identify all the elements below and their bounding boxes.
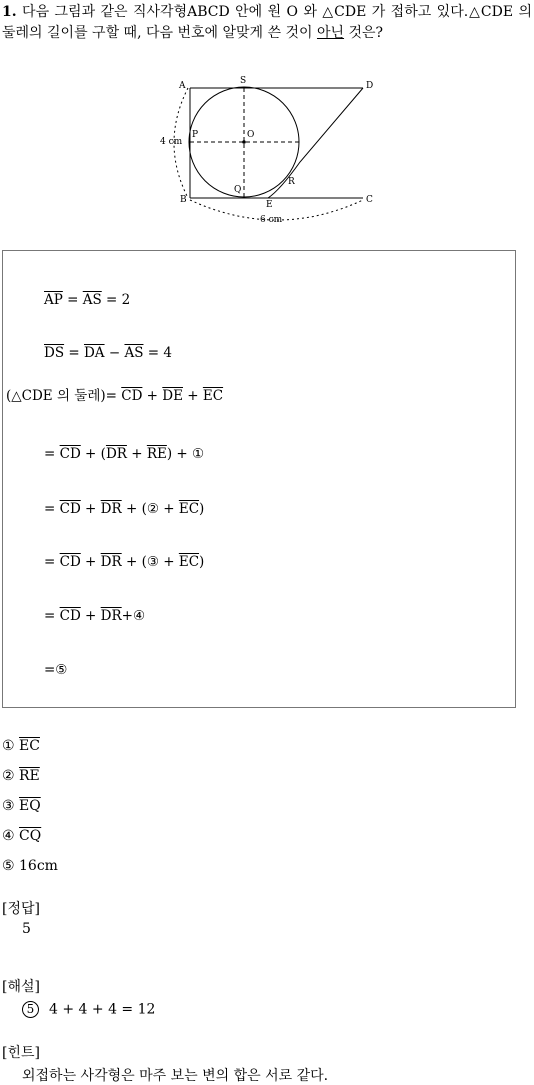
question-body-1: 다음 그림과 같은 직사각형ABCD 안에 원 O 와 △CDE 가 접하고 있다.△CDE 의 둘레의 길이를 구할 때, 다음 번호에 알맞게 쓴 것이 xyxy=(2,4,532,41)
explanation-marker: 5 xyxy=(22,1001,39,1018)
label-o: O xyxy=(247,130,255,140)
label-r: R xyxy=(288,177,295,187)
solution-line-3: (△CDE 의 둘레)= $\overline{CD} + \overline{DE} + \overline{EC}$ xyxy=(6,388,224,404)
choice-3[interactable]: ③ $\overline{EQ}$ xyxy=(2,798,41,814)
solution-line-5: = $\overline{CD} + \overline{DR}$ + (② + $\overline{EC}$) xyxy=(44,501,205,517)
explanation-heading: [해설] xyxy=(2,979,40,995)
solution-line-7: = $\overline{CD}$ + $\overline{DR}+④$ xyxy=(44,608,146,624)
choice-1[interactable]: ① $\overline{EC}$ xyxy=(2,738,40,754)
label-d: D xyxy=(366,81,374,91)
choice-4[interactable]: ④ $\overline{CQ}$ xyxy=(2,828,42,844)
solution-line-6: = $\overline{CD} + \overline{DR}$ + (③ + $\overline{EC}$) xyxy=(44,554,205,570)
hint-text: 외접하는 사각형은 마주 보는 변의 합은 서로 같다. xyxy=(22,1068,329,1084)
label-q: Q xyxy=(234,185,242,195)
solution-line-2: $\overline{DS} = \overline{DA} - \overline{AS} = 4$ xyxy=(44,345,172,361)
question-text xyxy=(2,2,532,44)
solution-box xyxy=(2,250,516,708)
solution-line-1: $\overline{AP} = \overline{AS} = 2$ xyxy=(44,292,131,308)
label-6cm: 6 cm xyxy=(260,215,283,225)
question-number: 1. xyxy=(2,4,17,20)
explanation-body xyxy=(22,1001,155,1018)
question-body-2: 것은? xyxy=(344,25,384,41)
hint-heading: [힌트] xyxy=(2,1045,40,1061)
choice-5[interactable]: ⑤ 16cm xyxy=(2,858,58,874)
label-b: B xyxy=(180,195,187,205)
solution-line-4: = $\overline{CD} + (\overline{DR} + \overline{RE})$ + ① xyxy=(44,446,205,462)
answer-heading: [정답] xyxy=(2,901,40,917)
label-4cm: 4 cm xyxy=(160,137,183,147)
label-a: A xyxy=(179,81,186,91)
question-underlined: 아닌 xyxy=(316,25,345,41)
label-c: C xyxy=(366,195,373,205)
explanation-text: 4 + 4 + 4 = 12 xyxy=(49,1001,156,1018)
choice-2[interactable]: ② $\overline{RE}$ xyxy=(2,768,40,784)
solution-line-8: =⑤ xyxy=(44,662,68,678)
center-dot xyxy=(242,140,246,144)
answer-value: 5 xyxy=(22,921,31,937)
label-e: E xyxy=(266,200,273,210)
label-p: P xyxy=(192,130,199,140)
label-s: S xyxy=(240,76,247,86)
geometry-figure xyxy=(150,72,390,232)
